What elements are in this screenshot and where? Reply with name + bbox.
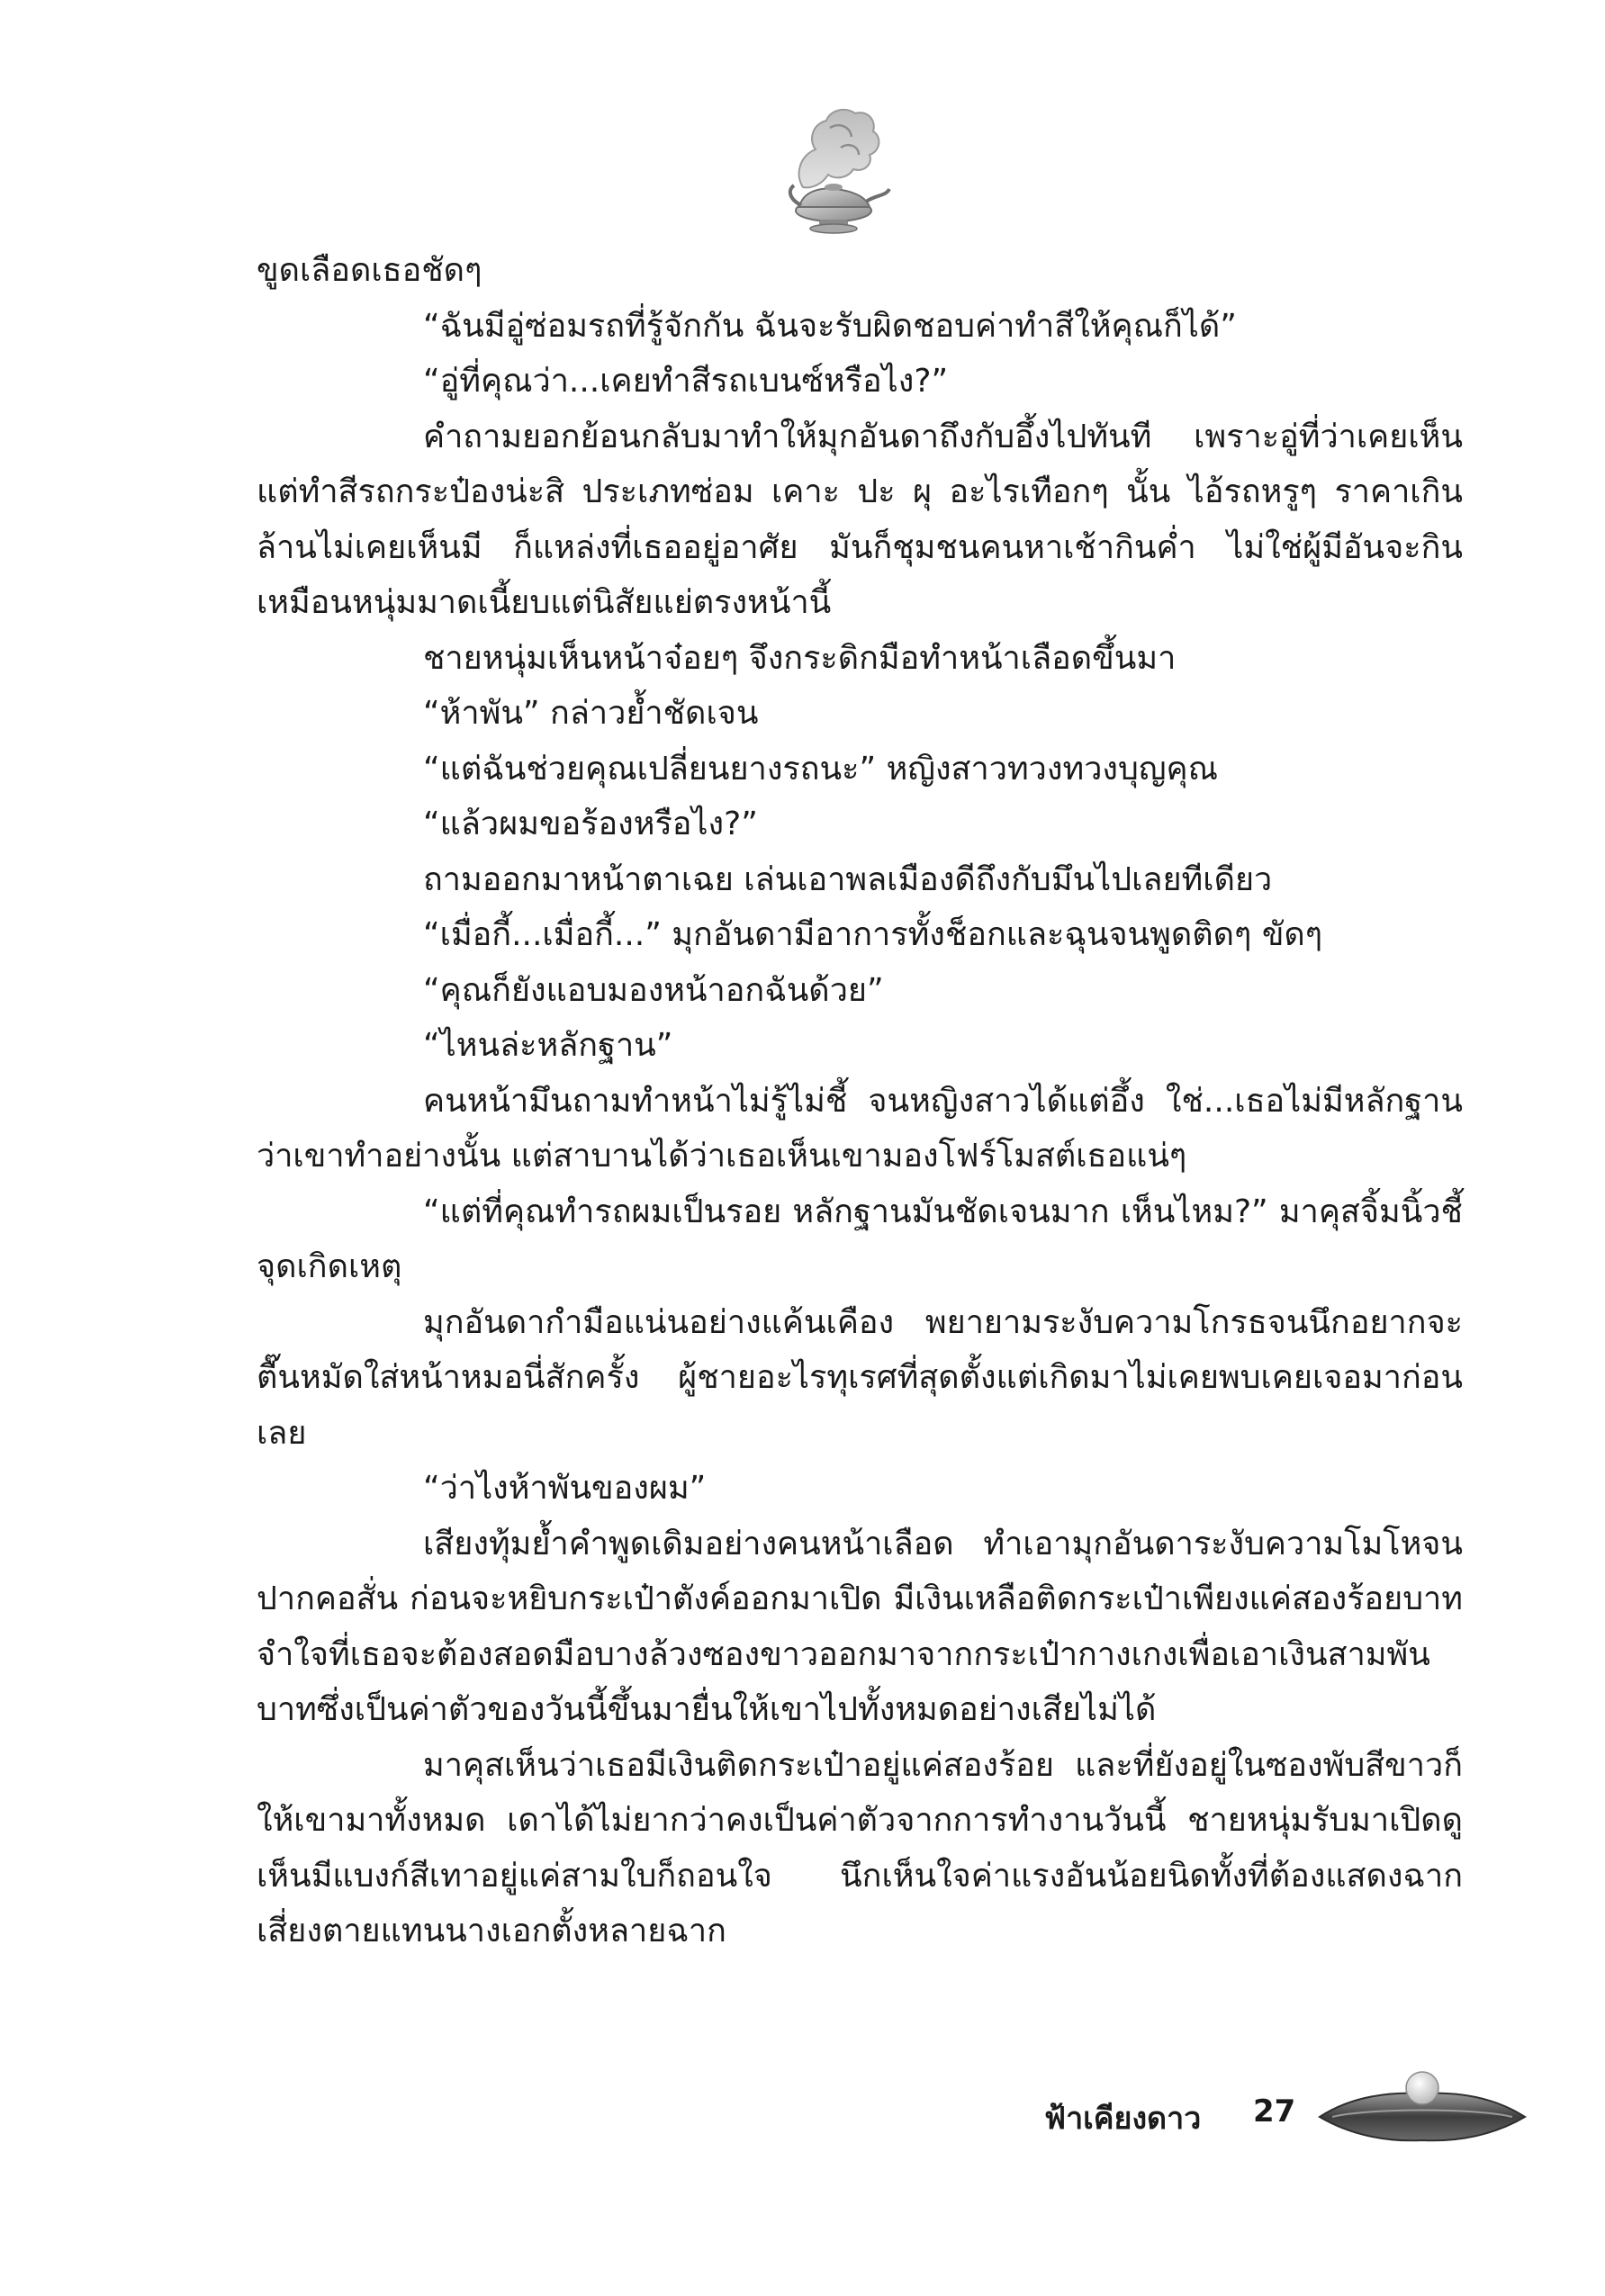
paragraph: “แต่ฉันช่วยคุณเปลี่ยนยางรถนะ” หญิงสาวทวงทวงบุญคุณ [423, 750, 1219, 788]
paragraph: ชายหนุ่มเห็นหน้าจ๋อยๆ จึงกระดิกมือทำหน้าเลือดขึ้นมา [423, 639, 1177, 677]
paragraph: ขูดเลือดเธอชัดๆ [257, 252, 482, 289]
paragraph: มาคุสเห็นว่าเธอมีเงินติดกระเป๋าอยู่แค่สองร้อย และที่ยังอยู่ในซองพับสีขาวก็ให้เขามาทั้งหมด เดาได้ไม่ยากว่าคงเป็นค่าตัวจากการทำงานวันนี้ ชายหนุ่มรับมาเปิดดู เห็นมีแบงก์สีเทาอยู่แค่สามใบก็ถอนใจ นึกเห็นใจค่าแรงอันน้อยนิดทั้งที่ต้องแสดงฉากเสี่ยงตายแทนนางเอกตั้งหลายฉาก [257, 1746, 1463, 1949]
paragraph: “อู่ที่คุณว่า...เคยทำสีรถเบนซ์หรือไง?” [423, 363, 949, 400]
genie-lamp-icon [776, 101, 893, 236]
paragraph: “คุณก็ยังแอบมองหน้าอกฉันด้วย” [423, 971, 884, 1009]
paragraph: มุกอันดากำมือแน่นอย่างแค้นเคือง พยายามระงับความโกรธจนนึกอยากจะตื๊นหมัดใส่หน้าหมอนี่สักครั้ง ผู้ชายอะไรทุเรศที่สุดตั้งแต่เกิดมาไม่เคยพบเคยเจอมาก่อนเลย [257, 1303, 1463, 1452]
paragraph: “ห้าพัน” กล่าวย้ำชัดเจน [423, 695, 759, 732]
paragraph: “แล้วผมขอร้องหรือไง?” [423, 806, 758, 842]
cushion-orb-icon [1314, 2061, 1530, 2160]
paragraph: เสียงทุ้มย้ำคำพูดเดิมอย่างคนหน้าเลือด ทำเอามุกอันดาระงับความโมโหจนปากคอสั่น ก่อนจะหยิบกระเป๋าตังค์ออกมาเปิด มีเงินเหลือติดกระเป๋าเพียงแค่สองร้อยบาท จำใจที่เธอจะต้องสอดมือบางล้วงซองขาวออกมาจากกระเป๋ากางเกงเพื่อเอาเงินสามพันบาทซึ่งเป็นค่าตัวของวันนี้ขึ้นมายื่นให้เขาไปทั้งหมดอย่างเสียไม่ได้ [257, 1525, 1463, 1728]
paragraph: คำถามยอกย้อนกลับมาทำให้มุกอันดาถึงกับอึ้งไปทันที เพราะอู่ที่ว่าเคยเห็นแต่ทำสีรถกระป๋องน่ะสิ ประเภทซ่อม เคาะ ปะ ผุ อะไรเทือกๆ นั้น ไอ้รถหรูๆ ราคาเกินล้านไม่เคยเห็นมี ก็แหล่งที่เธออยู่อาศัย มันก็ชุมชนคนหาเช้ากินค่ำ ไม่ใช่ผู้มีอันจะกินเหมือนหนุ่มมาดเนี้ยบแต่นิสัยแย่ตรงหน้านี้ [257, 418, 1463, 621]
paragraph: “ไหนล่ะหลักฐาน” [423, 1027, 673, 1064]
paragraph: “แต่ที่คุณทำรถผมเป็นรอย หลักฐานมันชัดเจนมาก เห็นไหม?” มาคุสจิ้มนิ้วชี้จุดเกิดเหตุ [257, 1193, 1463, 1285]
paragraph: คนหน้ามึนถามทำหน้าไม่รู้ไม่ชี้ จนหญิงสาวได้แต่อึ้ง ใช่...เธอไม่มีหลักฐานว่าเขาทำอย่างนั้น แต่สาบานได้ว่าเธอเห็นเขามองโฟร์โมสต์เธอแน่ๆ [257, 1082, 1463, 1175]
paragraph: “เมื่อกี้...เมื่อกี้...” มุกอันดามีอาการทั้งช็อกและฉุนจนพูดติดๆ ขัดๆ [423, 916, 1323, 953]
paragraph: “ว่าไงห้าพันของผม” [423, 1470, 707, 1507]
paragraph: “ฉันมีอู่ซ่อมรถที่รู้จักกัน ฉันจะรับผิดชอบค่าทำสีให้คุณก็ได้” [423, 307, 1237, 345]
paragraph: ถามออกมาหน้าตาเฉย เล่นเอาพลเมืองดีถึงกับมึนไปเลยทีเดียว [423, 860, 1273, 898]
page-number: 27 [1253, 2093, 1296, 2129]
page-footer [1044, 2061, 1548, 2160]
body-text [257, 243, 1463, 1959]
book-title: ฟ้าเคียงดาว [1044, 2101, 1202, 2137]
